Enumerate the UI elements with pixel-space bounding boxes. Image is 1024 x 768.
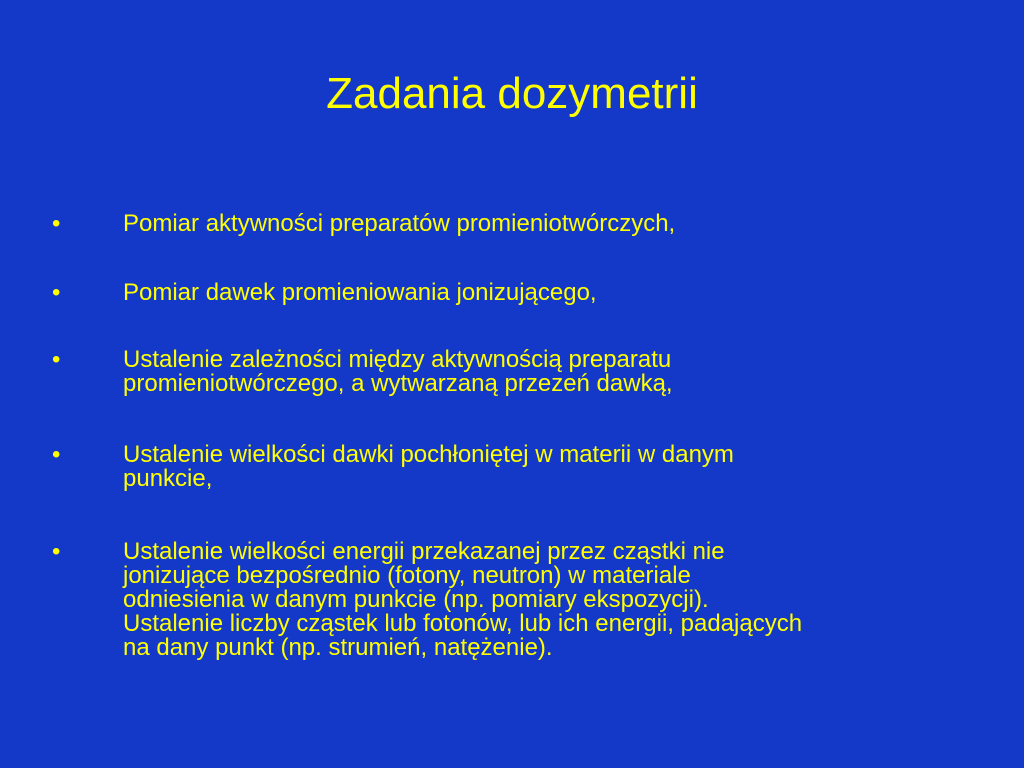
bullet-text: Pomiar dawek promieniowania jonizującego, (123, 279, 597, 306)
slide-title: Zadania dozymetrii (326, 69, 698, 118)
bullet-icon: • (52, 441, 61, 468)
bullet-icon: • (52, 346, 61, 373)
bullet-text: Ustalenie wielkości energii przekazanej przez cząstki nie jonizujące bezpośrednio (fotony, neutron) w materiale odniesienia w danym punkcie (np. pomiary ekspozycji). Ustalenie liczby cząstek lub fotonów, lub ich energii, padających na dany punkt (np. strumień, natężenie). (123, 538, 803, 661)
bullet-icon: • (52, 210, 61, 237)
bullet-text: Ustalenie wielkości dawki pochłoniętej w materii w danym punkcie, (123, 441, 734, 492)
bullet-icon: • (52, 279, 61, 306)
bullet-text: Pomiar aktywności preparatów promieniotwórczych, (123, 210, 676, 237)
bullet-text: Ustalenie zależności między aktywnością preparatu promieniotwórczego, a wytwarzaną przezeń dawką, (123, 346, 673, 397)
bullet-icon: • (52, 538, 61, 565)
